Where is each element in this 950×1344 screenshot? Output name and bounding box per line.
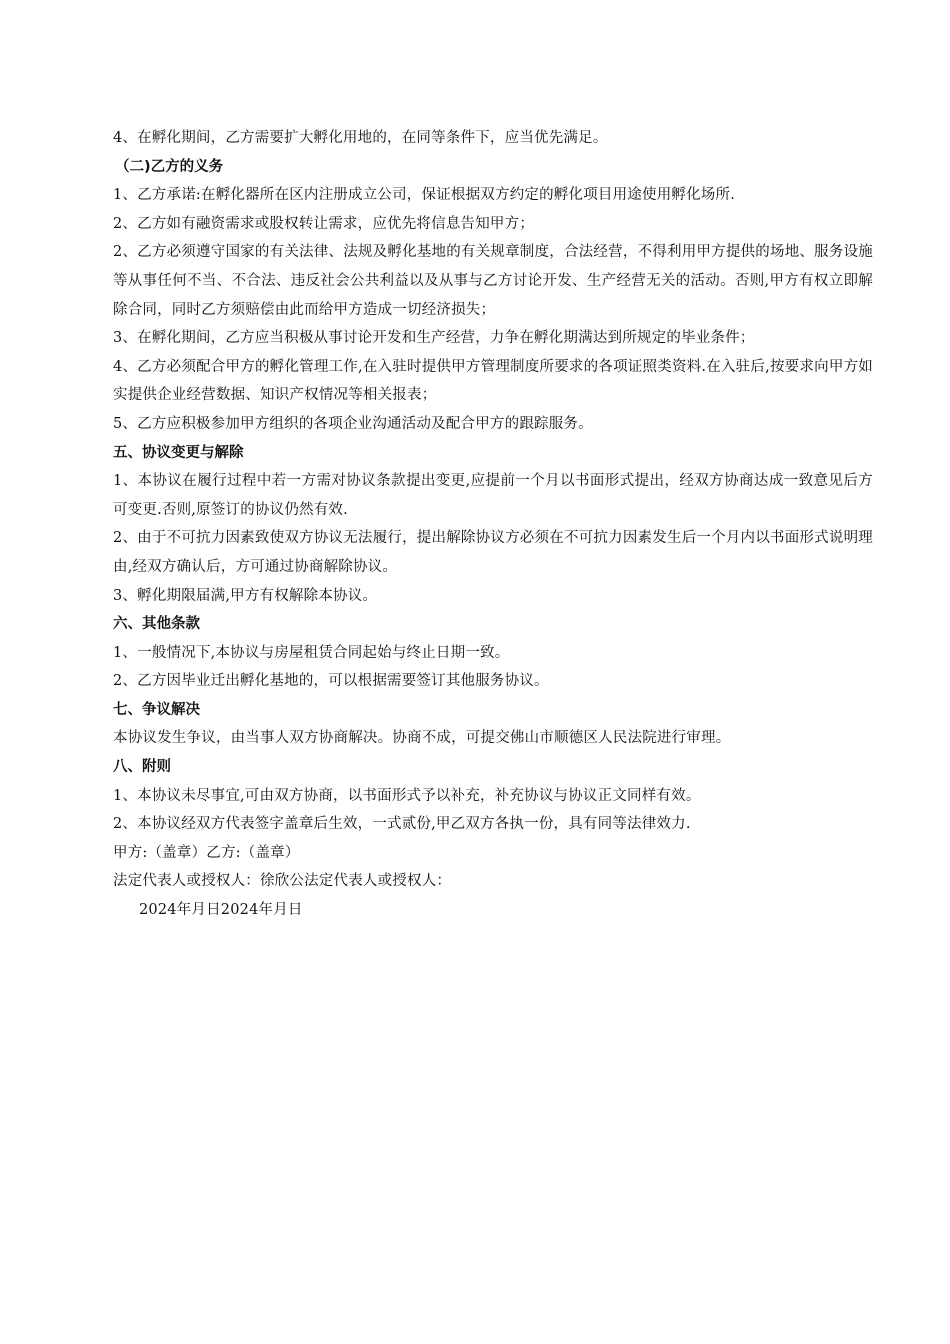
section-8-item-1: 1、本协议未尽事宜,可由双方协商，以书面形式予以补充，补充协议与协议正文同样有效。 [113, 787, 701, 804]
section-6-item-1: 1、一般情况下,本协议与房屋租赁合同起始与终止日期一致。 [113, 644, 510, 661]
section-5-item-1: 1、本协议在履行过程中若一方需对协议条款提出变更,应提前一个月以书面形式提出，经双方协商达成一致意见后方可变更.否则,原签订的协议仍然有效. [113, 473, 873, 518]
obligation-2b: 2、乙方必须遵守国家的有关法律、法规及孵化基地的有关规章制度，合法经营，不得利用甲方提供的场地、服务设施等从事任何不当、不合法、违反社会公共利益以及从事与乙方讨论开发、生产经营无关的活动。否则,甲方有权立即解除合同，同时乙方须赔偿由此而给甲方造成一切经济损失； [113, 244, 873, 318]
signature-parties: 甲方:（盖章）乙方:（盖章） [113, 844, 300, 861]
heading-party-b-obligations: （二)乙方的义务 [115, 158, 224, 175]
section-5-item-3: 3、孵化期限届满,甲方有权解除本协议。 [113, 587, 378, 604]
obligation-3: 3、在孵化期间，乙方应当积极从事讨论开发和生产经营，力争在孵化期满达到所规定的毕业条件； [113, 330, 755, 347]
document-body [113, 124, 873, 925]
section-8-item-2: 2、本协议经双方代表签字盖章后生效，一式贰份,甲乙双方各执一份，具有同等法律效力. [113, 816, 691, 833]
heading-section-8: 八、附则 [113, 759, 171, 776]
heading-section-7: 七、争议解决 [113, 701, 200, 718]
section-6-item-2: 2、乙方因毕业迁出孵化基地的，可以根据需要签订其他服务协议。 [113, 673, 549, 690]
obligation-2a: 2、乙方如有融资需求或股权转让需求，应优先将信息告知甲方； [113, 215, 535, 232]
section-7-text: 本协议发生争议，由当事人双方协商解决。协商不成，可提交佛山市顺德区人民法院进行审理。 [113, 730, 731, 747]
signature-dates: 2024年月日2024年月日 [139, 902, 303, 919]
obligation-5: 5、乙方应积极参加甲方组织的各项企业沟通活动及配合甲方的跟踪服务。 [113, 415, 593, 432]
section-5-item-2: 2、由于不可抗力因素致使双方协议无法履行，提出解除协议方必须在不可抗力因素发生后一个月内以书面形式说明理由,经双方确认后，方可通过协商解除协议。 [113, 530, 873, 575]
signature-representatives: 法定代表人或授权人：徐欣公法定代表人或授权人： [113, 873, 452, 890]
heading-section-5: 五、协议变更与解除 [113, 444, 244, 461]
obligation-1: 1、乙方承诺:在孵化器所在区内注册成立公司，保证根据双方约定的孵化项目用途使用孵化场所. [113, 187, 736, 204]
heading-section-6: 六、其他条款 [113, 616, 200, 633]
obligation-4: 4、乙方必须配合甲方的孵化管理工作,在入驻时提供甲方管理制度所要求的各项证照类资料.在入驻后,按要求向甲方如实提供企业经营数据、知识产权情况等相关报表； [113, 358, 873, 404]
clause-2-4: 4、在孵化期间，乙方需要扩大孵化用地的，在同等条件下，应当优先满足。 [113, 130, 608, 146]
